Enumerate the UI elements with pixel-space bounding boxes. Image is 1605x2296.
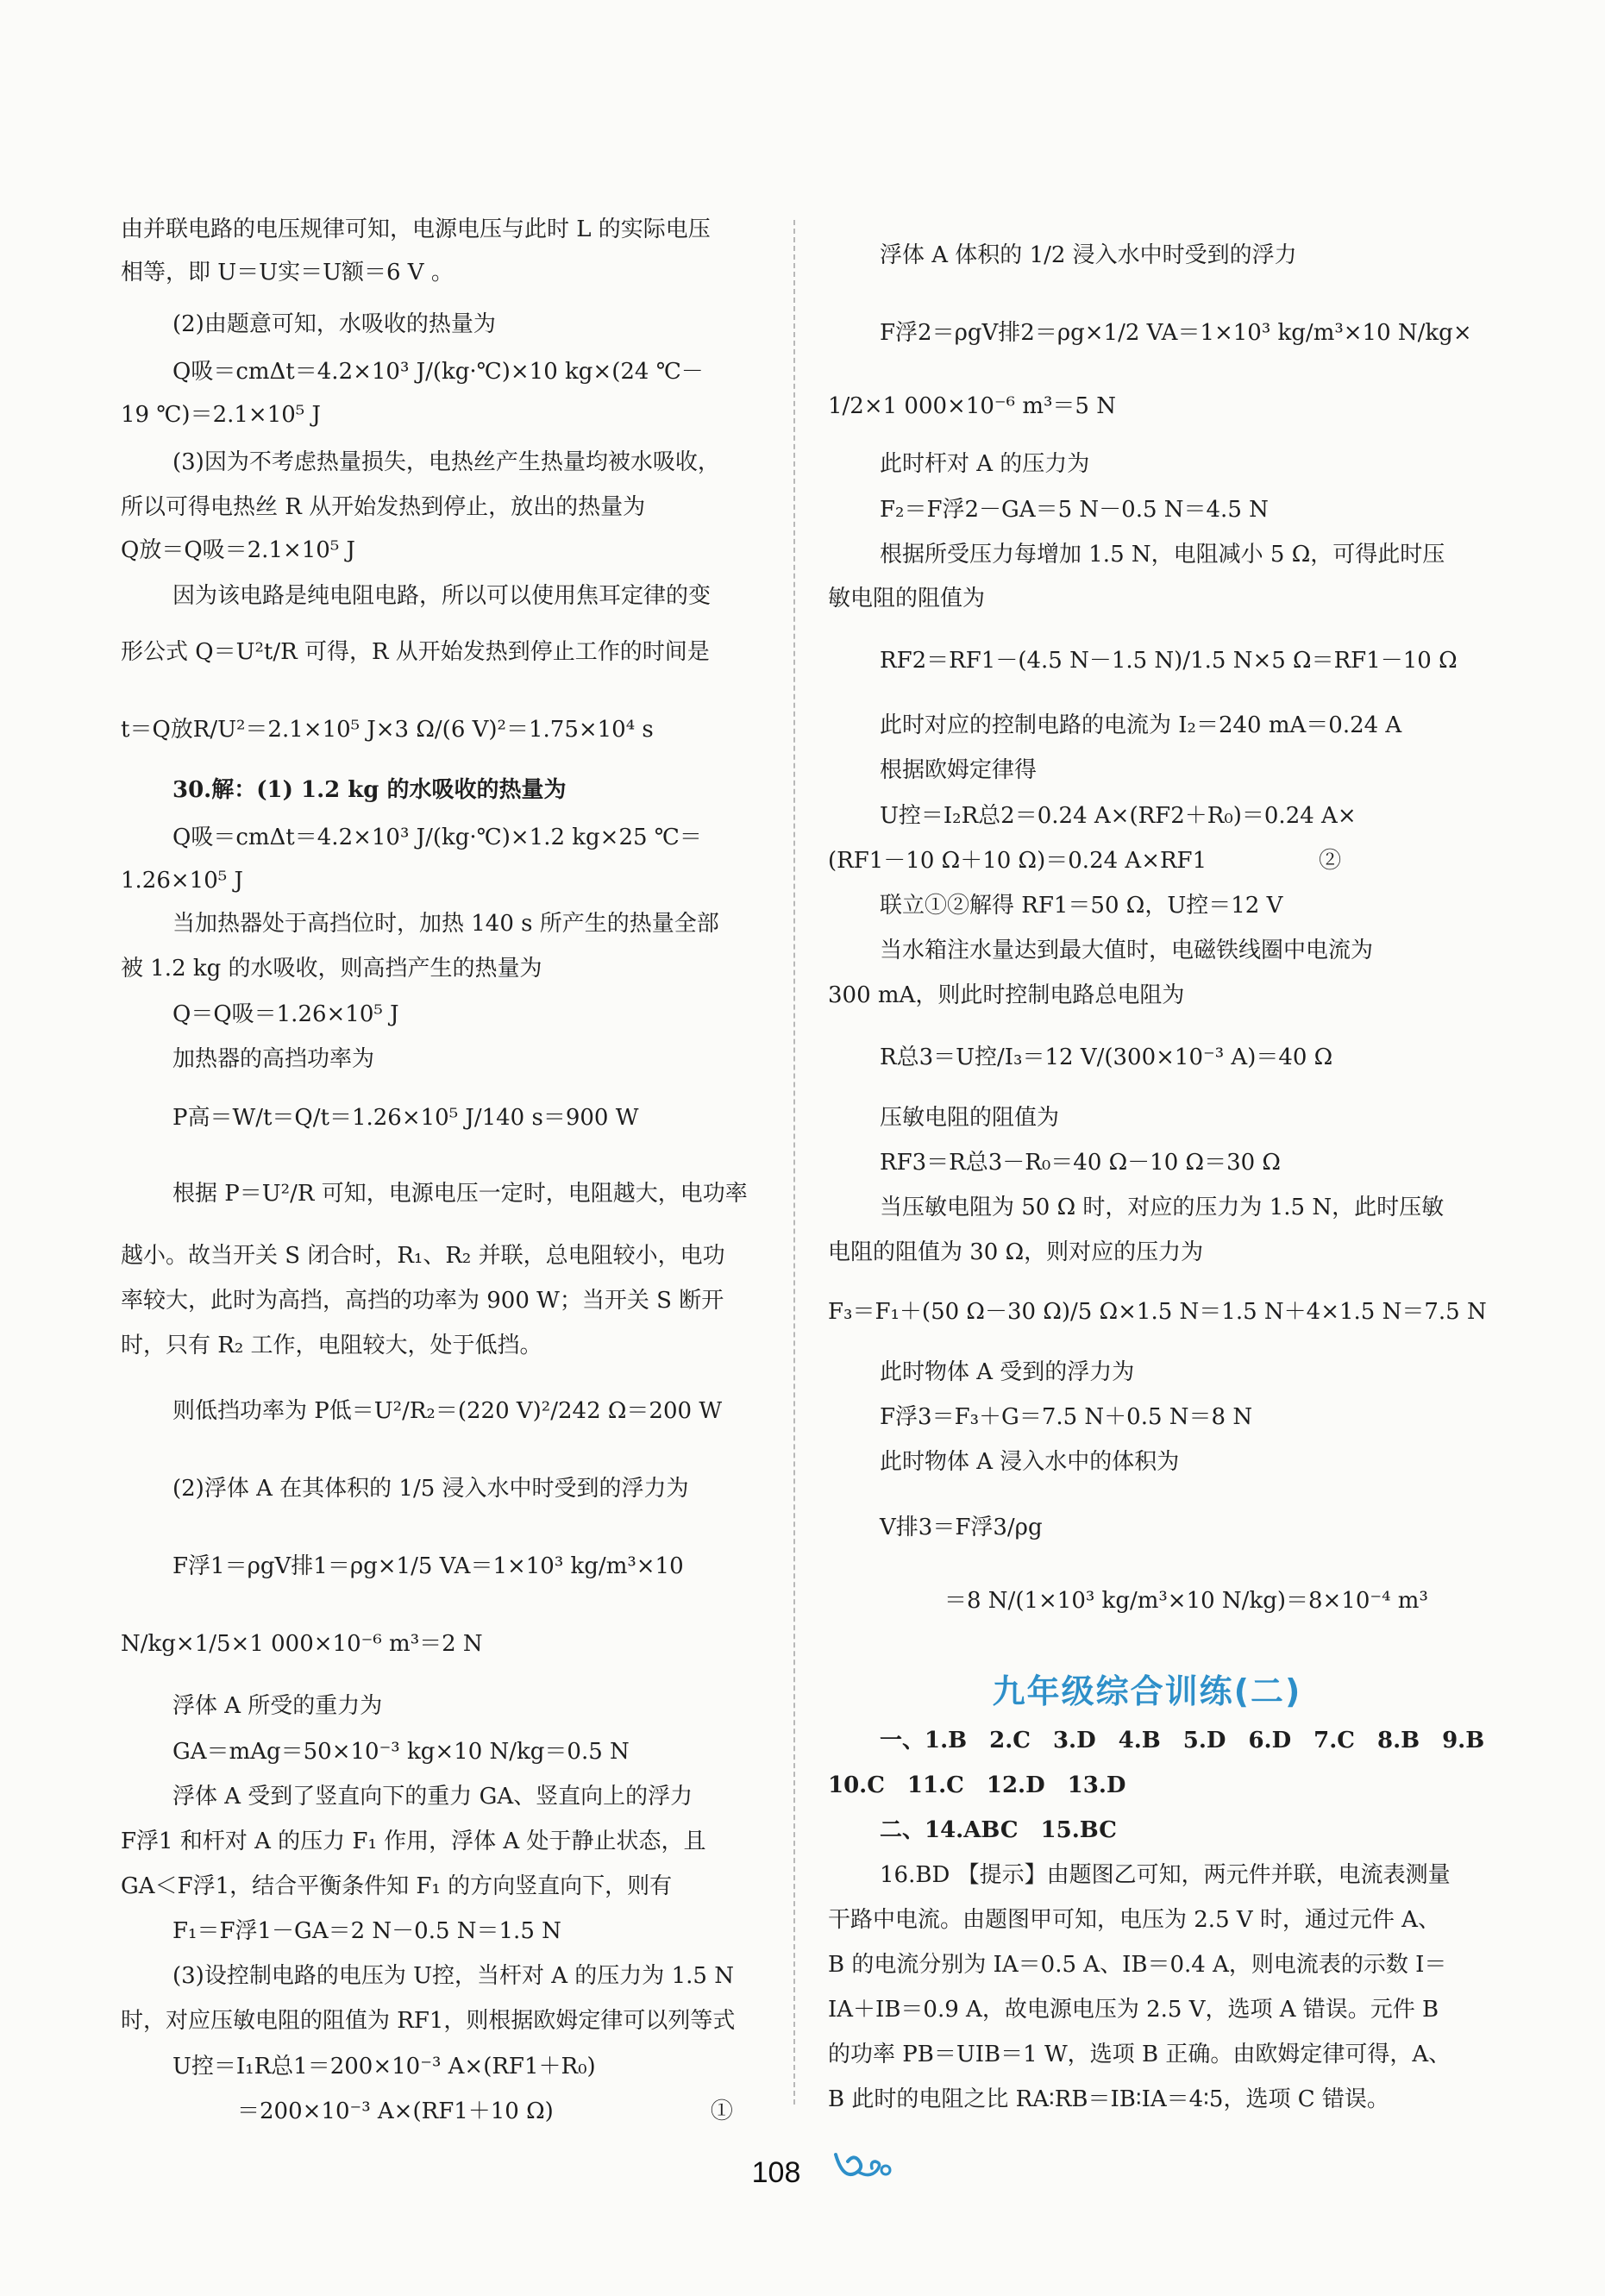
- text-line: 时，对应压敏电阻的阻值为 RF1，则根据欧姆定律可以列等式: [121, 2008, 736, 2034]
- equation: 19 ℃)＝2.1×10⁵ J: [121, 402, 321, 428]
- equation: F浮3＝F₃＋G＝7.5 N＋0.5 N＝8 N: [880, 1404, 1253, 1430]
- text-line: F浮1 和杆对 A 的压力 F₁ 作用，浮体 A 处于静止状态，且: [121, 1829, 706, 1854]
- text-line: 形公式 Q＝U²t/R 可得，R 从开始发热到停止工作的时间是: [121, 639, 710, 665]
- equation: V排3＝F浮3/ρg: [880, 1515, 1043, 1540]
- equation: U控＝I₁R总1＝200×10⁻³ A×(RF1＋R₀): [172, 2054, 596, 2080]
- answer-line: 16.BD 【提示】由题图乙可知，两元件并联，电流表测量: [880, 1862, 1451, 1888]
- equation: F浮2＝ρgV排2＝ρg×1/2 VA＝1×10³ kg/m³×10 N/kg×: [880, 320, 1472, 346]
- text-line: 300 mA，则此时控制电路总电阻为: [828, 982, 1185, 1008]
- equation: RF2＝RF1－(4.5 N－1.5 N)/1.5 N×5 Ω＝RF1－10 Ω: [880, 648, 1458, 674]
- text-line: (3)设控制电路的电压为 U控，当杆对 A 的压力为 1.5 N: [172, 1963, 734, 1989]
- text-line: 敏电阻的阻值为: [828, 586, 986, 612]
- equation: F₁＝F浮1－GA＝2 N－0.5 N＝1.5 N: [172, 1918, 561, 1944]
- text-line: GA＜F浮1，结合平衡条件知 F₁ 的方向竖直向下，则有: [121, 1873, 673, 1899]
- page-number: 108: [751, 2156, 801, 2189]
- equation: F浮1＝ρgV排1＝ρg×1/5 VA＝1×10³ kg/m³×10: [172, 1553, 684, 1579]
- answer-line: 干路中电流。由题图甲可知，电压为 2.5 V 时，通过元件 A、: [828, 1907, 1440, 1933]
- equation: ＝8 N/(1×10³ kg/m³×10 N/kg)＝8×10⁻⁴ m³: [944, 1588, 1428, 1614]
- answer-line: B 此时的电阻之比 RA∶RB＝IB∶IA＝4∶5，选项 C 错误。: [828, 2086, 1389, 2112]
- text-line: 此时物体 A 浸入水中的体积为: [880, 1449, 1180, 1475]
- section-title: 九年级综合训练(二): [992, 1672, 1302, 1710]
- answer-line: B 的电流分别为 IA＝0.5 A、IB＝0.4 A，则电流表的示数 I＝: [828, 1952, 1447, 1978]
- text-line: 由并联电路的电压规律可知，电源电压与此时 L 的实际电压: [121, 216, 711, 242]
- column-divider: [793, 220, 795, 2105]
- text-line: 率较大，此时为高挡，高挡的功率为 900 W；当开关 S 断开: [121, 1288, 724, 1314]
- equation: Q吸＝cmΔt＝4.2×10³ J/(kg·℃)×1.2 kg×25 ℃＝: [172, 825, 702, 850]
- text-line: 根据所受压力每增加 1.5 N，电阻减小 5 Ω，可得此时压: [880, 542, 1445, 568]
- equation: R总3＝U控/I₃＝12 V/(300×10⁻³ A)＝40 Ω: [880, 1044, 1333, 1070]
- text-line: 浮体 A 所受的重力为: [172, 1693, 383, 1719]
- text-line: 浮体 A 体积的 1/2 浸入水中时受到的浮力: [880, 242, 1297, 268]
- text-line: 相等，即 U＝U实＝U额＝6 V 。: [121, 260, 454, 285]
- equation: 则低挡功率为 P低＝U²/R₂＝(220 V)²/242 Ω＝200 W: [172, 1398, 723, 1424]
- wave-ornament-icon: [832, 2148, 893, 2186]
- text-line: 当压敏电阻为 50 Ω 时，对应的压力为 1.5 N，此时压敏: [880, 1195, 1445, 1220]
- text-line: 当加热器处于高挡位时，加热 140 s 所产生的热量全部: [172, 911, 719, 937]
- text-line: (3)因为不考虑热量损失，电热丝产生热量均被水吸收，: [172, 449, 720, 475]
- text-line: 因为该电路是纯电阻电路，所以可以使用焦耳定律的变: [172, 583, 712, 609]
- equation: (RF1－10 Ω＋10 Ω)＝0.24 A×RF1 ②: [828, 848, 1342, 874]
- text-line: (2)由题意可知，水吸收的热量为: [172, 311, 496, 337]
- text-line: 电阻的阻值为 30 Ω，则对应的压力为: [828, 1239, 1204, 1265]
- answer-line: 的功率 PB＝UIB＝1 W，选项 B 正确。由欧姆定律可得，A、: [828, 2042, 1451, 2067]
- equation: 联立①②解得 RF1＝50 Ω，U控＝12 V: [880, 893, 1283, 919]
- answer-line: 10.C 11.C 12.D 13.D: [828, 1772, 1126, 1798]
- text-line: 根据 P＝U²/R 可知，电源电压一定时，电阻越大，电功率: [172, 1181, 748, 1207]
- equation: Q吸＝cmΔt＝4.2×10³ J/(kg·℃)×10 kg×(24 ℃－: [172, 359, 704, 385]
- equation: RF3＝R总3－R₀＝40 Ω－10 Ω＝30 Ω: [880, 1150, 1281, 1176]
- equation: t＝Q放R/U²＝2.1×10⁵ J×3 Ω/(6 V)²＝1.75×10⁴ s: [121, 717, 654, 743]
- equation: U控＝I₂R总2＝0.24 A×(RF2＋R₀)＝0.24 A×: [880, 803, 1357, 829]
- equation: GA＝mAg＝50×10⁻³ kg×10 N/kg＝0.5 N: [172, 1739, 630, 1765]
- text-line: 越小。故当开关 S 闭合时，R₁、R₂ 并联，总电阻较小，电功: [121, 1243, 725, 1269]
- text-line: 时，只有 R₂ 工作，电阻较大，处于低挡。: [121, 1333, 542, 1358]
- equation: 1.26×10⁵ J: [121, 868, 243, 894]
- equation: Q＝Q吸＝1.26×10⁵ J: [172, 1001, 399, 1027]
- text-line: 当水箱注水量达到最大值时，电磁铁线圈中电流为: [880, 938, 1374, 963]
- answer-line: IA＋IB＝0.9 A，故电源电压为 2.5 V，选项 A 错误。元件 B: [828, 1997, 1439, 2023]
- text-line: 根据欧姆定律得: [880, 757, 1038, 783]
- equation: F₃＝F₁＋(50 Ω－30 Ω)/5 Ω×1.5 N＝1.5 N＋4×1.5 N＝7.5 N: [828, 1299, 1487, 1325]
- equation: Q放＝Q吸＝2.1×10⁵ J: [121, 537, 355, 563]
- equation: F₂＝F浮2－GA＝5 N－0.5 N＝4.5 N: [880, 497, 1269, 523]
- text-line: 浮体 A 受到了竖直向下的重力 GA、竖直向上的浮力: [172, 1784, 693, 1810]
- text-line: 此时杆对 A 的压力为: [880, 451, 1090, 477]
- equation: ＝200×10⁻³ A×(RF1＋10 Ω) ①: [237, 2098, 733, 2124]
- answer-line: 一、1.B 2.C 3.D 4.B 5.D 6.D 7.C 8.B 9.B: [880, 1728, 1485, 1753]
- text-line: 被 1.2 kg 的水吸收，则高挡产生的热量为: [121, 956, 542, 982]
- equation: 1/2×1 000×10⁻⁶ m³＝5 N: [828, 393, 1116, 419]
- answer-line: 二、14.ABC 15.BC: [880, 1817, 1117, 1843]
- equation: N/kg×1/5×1 000×10⁻⁶ m³＝2 N: [121, 1631, 483, 1657]
- text-line: 此时对应的控制电路的电流为 I₂＝240 mA＝0.24 A: [880, 712, 1402, 738]
- question-30: 30.解：(1) 1.2 kg 的水吸收的热量为: [172, 777, 567, 803]
- text-line: 压敏电阻的阻值为: [880, 1105, 1060, 1131]
- equation: P高＝W/t＝Q/t＝1.26×10⁵ J/140 s＝900 W: [172, 1105, 639, 1131]
- text-line: 加热器的高挡功率为: [172, 1046, 375, 1072]
- text-line: 所以可得电热丝 R 从开始发热到停止，放出的热量为: [121, 494, 646, 520]
- text-line: (2)浮体 A 在其体积的 1/5 浸入水中时受到的浮力为: [172, 1476, 689, 1502]
- text-line: 此时物体 A 受到的浮力为: [880, 1359, 1135, 1385]
